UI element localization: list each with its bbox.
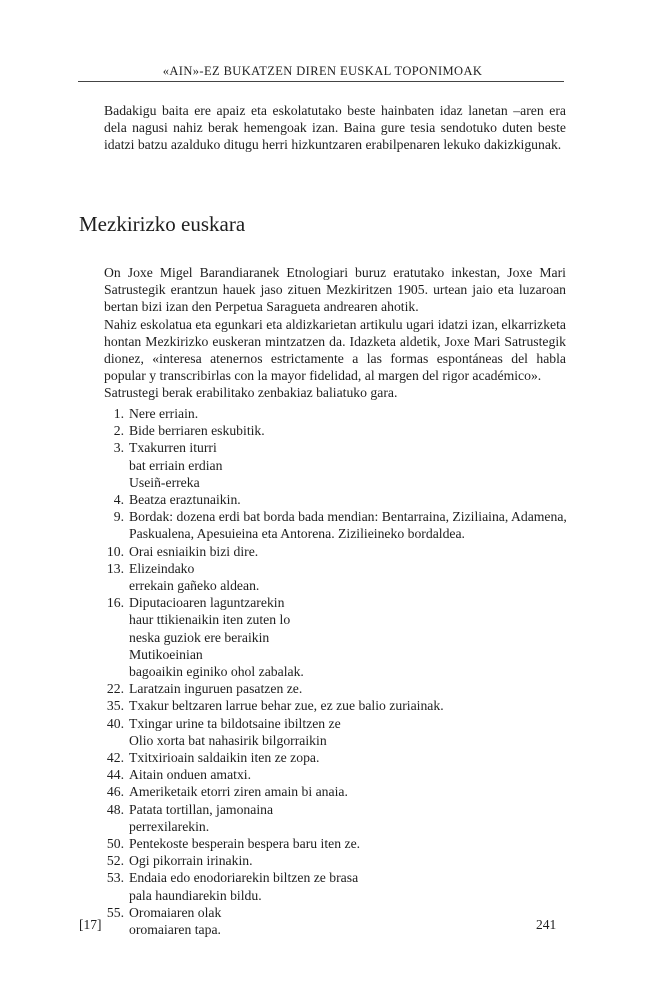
list-item-number: 52. — [106, 853, 124, 869]
list-item — [100, 405, 570, 422]
list-item-line: Bordak: dozena erdi bat borda bada mendian: Bentarraina, Ziziliaina, Adamena, Paskualena, Apesuieina eta Antorena. Zizilieineko bordaldea. — [129, 509, 567, 542]
list-item-line: Endaia edo enodoriarekin biltzen ze brasa — [129, 870, 359, 886]
list-item-line: Laratzain inguruen pasatzen ze. — [129, 681, 303, 697]
list-item-text — [124, 422, 570, 439]
list-item-line: Ameriketaik etorri ziren amain bi anaia. — [129, 784, 348, 800]
list-item-text — [124, 904, 570, 938]
list-item-line: Beatza eraztunaikin. — [129, 492, 241, 508]
list-item-text — [124, 405, 570, 422]
list-item-text — [124, 715, 570, 749]
list-item-text — [124, 560, 570, 594]
list-item-number: 16. — [106, 595, 124, 611]
list-item — [100, 783, 570, 800]
list-item-line: Txingar urine ta bildotsaine ibiltzen ze — [129, 715, 341, 731]
list-item — [100, 594, 570, 680]
list-item-line: Ogi pikorrain irinakin. — [129, 853, 253, 869]
page-section-number: [17] — [79, 917, 102, 932]
section-paragraph: On Joxe Migel Barandiaranek Etnologiari buruz eratutako inkestan, Joxe Mari Satrustegik erantzun hauek jaso zituen Mezkiritzen 1905. urtean jaio eta luzaroan bertan bizi izan den Perpetua Saragueta andrearen ahotik. — [104, 265, 566, 315]
list-item-number: 1. — [113, 406, 124, 421]
list-item — [100, 439, 570, 491]
list-item — [100, 869, 570, 903]
list-item-number: 4. — [113, 492, 124, 508]
list-item — [100, 715, 570, 749]
intro-paragraph-block — [104, 102, 566, 154]
list-item-line: Olio xorta bat nahasirik bilgorraikin — [129, 732, 327, 748]
list-item-line: Useiñ-erreka — [129, 474, 200, 490]
list-item-text — [124, 543, 570, 560]
section-paragraphs — [104, 264, 566, 402]
list-item-line: perrexilarekin. — [129, 818, 210, 834]
list-item-number: 46. — [106, 784, 124, 800]
list-item-text — [124, 594, 570, 680]
list-item-line: Aitain onduen amatxi. — [129, 767, 252, 783]
list-item-text — [124, 766, 570, 783]
list-item-line: Txakurren iturri — [129, 440, 217, 456]
list-item — [100, 680, 570, 697]
list-item-line: haur ttikienaikin iten zuten lo — [129, 612, 291, 628]
list-item-line: Elizeindako — [129, 560, 195, 576]
section-paragraph: Nahiz eskolatua eta egunkari eta aldizkarietan artikulu ugari idatzi izan, elkarrizketa hontan Mezkirizko euskeran mintzatzen da. Idazketa aldetik, Joxe Mari Satrustegik dionez, «interesa atenernos estrictamente a las formas espontáneas del habla popular y transcribirlas con la mayor fidelidad, al margen del rigor académico». — [104, 316, 566, 384]
list-item-number: 50. — [106, 836, 124, 852]
list-item-number: 9. — [113, 509, 124, 525]
list-item — [100, 560, 570, 594]
list-item-line: pala haundiarekin bildu. — [129, 887, 262, 903]
list-item-text — [124, 783, 570, 800]
list-item — [100, 801, 570, 835]
list-item-text — [124, 439, 570, 491]
list-item-text — [124, 869, 570, 903]
list-item-number: 2. — [113, 423, 124, 439]
section-title: Mezkirizko euskara — [79, 212, 246, 236]
section-paragraph: Satrustegi berak erabilitako zenbakiaz baliatuko gara. — [104, 385, 398, 401]
list-item — [100, 491, 570, 508]
list-item-number: 22. — [106, 681, 124, 697]
list-item-text — [124, 749, 570, 766]
list-item-line: bagoaikin eginiko ohol zabalak. — [129, 664, 304, 680]
intro-paragraph: Badakigu baita ere apaiz eta eskolatutako beste hainbaten idaz lanetan –aren era dela nagusi nahiz berak hemengoak izan. Baina gure tesia sendotuko duten beste idatzi batzu azalduko ditugu herri hizkuntzaren erabilpenaren lekuko dakizkigunak. — [104, 103, 566, 153]
list-item-text — [124, 697, 570, 714]
list-item-line: Txakur beltzaren larrue behar zue, ez zue balio zuriainak. — [129, 698, 444, 714]
list-item — [100, 766, 570, 783]
list-item — [100, 508, 570, 542]
list-item-text — [124, 508, 570, 542]
list-item-number: 55. — [106, 904, 124, 920]
list-item — [100, 904, 570, 938]
list-item-number: 48. — [106, 801, 124, 817]
list-item-line: Orai esniaikin bizi dire. — [129, 543, 259, 559]
list-item-line: Pentekoste besperain bespera baru iten ze. — [129, 836, 361, 852]
list-item-line: Nere erriain. — [129, 406, 199, 421]
list-item-number: 53. — [106, 870, 124, 886]
list-item-line: oromaiaren tapa. — [129, 922, 221, 938]
list-item-number: 35. — [106, 698, 124, 714]
list-item-line: Oromaiaren olak — [129, 904, 222, 920]
list-item-line: Mutikoeinian — [129, 646, 203, 662]
list-item-line: errekain gañeko aldean. — [129, 578, 260, 594]
list-item-line: Diputacioaren laguntzarekin — [129, 595, 285, 611]
list-item-text — [124, 491, 570, 508]
list-item-number: 3. — [113, 440, 124, 456]
list-item-line: Bide berriaren eskubitik. — [129, 423, 265, 439]
list-item-number: 42. — [106, 750, 124, 766]
list-item — [100, 543, 570, 560]
list-item — [100, 697, 570, 714]
list-item-number: 44. — [106, 767, 124, 783]
example-list — [100, 405, 570, 938]
list-item-line: neska guziok ere beraikin — [129, 629, 270, 645]
list-item — [100, 852, 570, 869]
page-number: 241 — [536, 917, 557, 932]
list-item-line: bat erriain erdian — [129, 457, 223, 473]
list-item-text — [124, 801, 570, 835]
list-item-number: 40. — [106, 715, 124, 731]
list-item-line: Txitxirioain saldaikin iten ze zopa. — [129, 750, 320, 766]
list-item — [100, 749, 570, 766]
list-item-text — [124, 852, 570, 869]
list-item — [100, 422, 570, 439]
header-rule — [78, 81, 564, 82]
list-item-text — [124, 835, 570, 852]
list-item-line: Patata tortillan, jamonaina — [129, 801, 274, 817]
list-item-number: 13. — [106, 560, 124, 576]
list-item — [100, 835, 570, 852]
running-title: «AIN»-EZ BUKATZEN DIREN EUSKAL TOPONIMOAK — [162, 64, 483, 78]
list-item-text — [124, 680, 570, 697]
list-item-number: 10. — [106, 543, 124, 559]
